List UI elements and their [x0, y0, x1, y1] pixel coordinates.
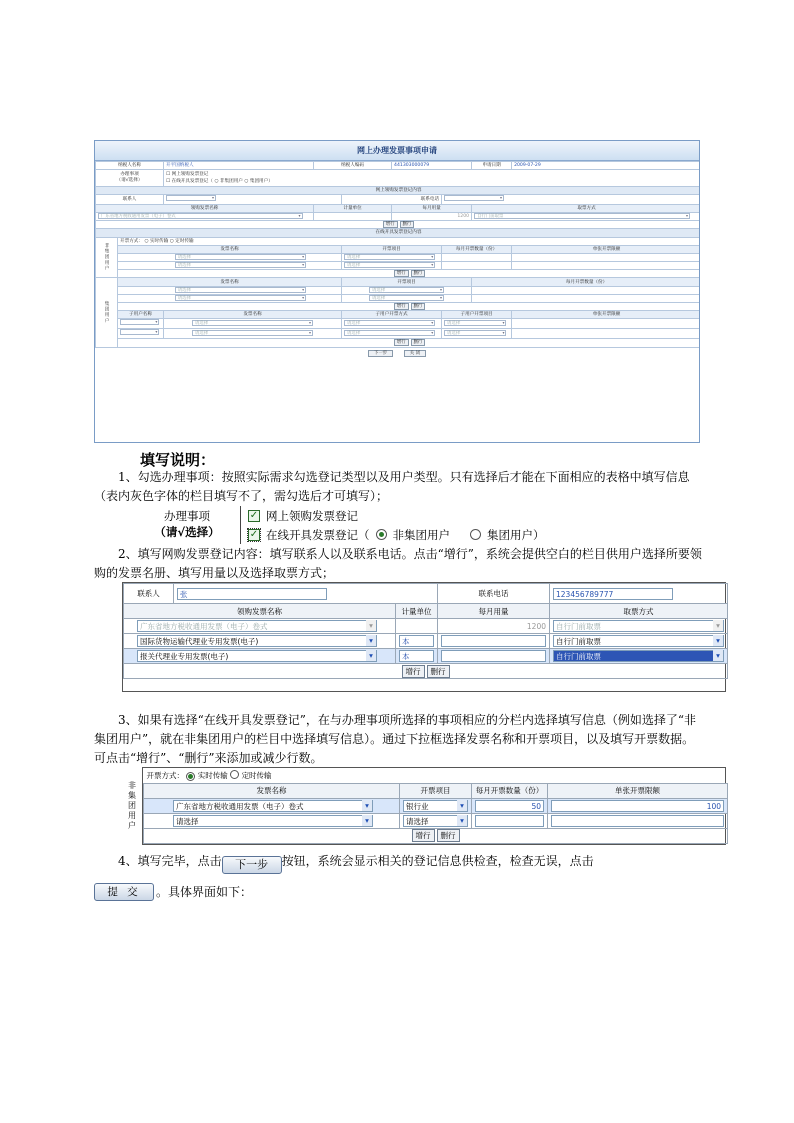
next-step-button-image: 下一步: [222, 856, 282, 874]
add-row-button[interactable]: 增行: [394, 339, 409, 346]
issue-mode-label: 开票方式：: [120, 238, 143, 244]
col-single-max: 单张开票限额: [512, 245, 700, 253]
delete-row-button[interactable]: 删行: [427, 665, 450, 678]
online-section-title: 在线开具发票登记内容: [96, 229, 701, 237]
monthly-input[interactable]: [441, 650, 546, 662]
col-single-max: 单张开票限额: [512, 311, 700, 319]
col-method: 取票方式: [472, 204, 700, 212]
table-row: [96, 319, 701, 329]
col-monthly: 每月用量: [438, 604, 550, 619]
table-row: [124, 619, 728, 634]
table-row: [96, 286, 701, 294]
non-group-radio[interactable]: ○: [214, 179, 219, 185]
single-max-input[interactable]: 100: [551, 800, 724, 812]
non-group-side-label: 非 集 团 用 户: [128, 781, 136, 830]
phone-label: 联系电话: [342, 194, 442, 204]
submit-button-image: 提 交: [94, 883, 154, 901]
purchase-checkbox[interactable]: ✓: [249, 510, 259, 521]
col-month-count: 每月开票数量（份）: [472, 783, 548, 798]
item-select[interactable]: 请选择 ▾: [403, 815, 468, 827]
non-group-label: 非集团用户: [219, 179, 243, 185]
contact-label: 联系人: [96, 194, 164, 204]
table-row: [144, 798, 728, 813]
col-month-count: 每月开票数量（份）: [442, 245, 512, 253]
method-select[interactable]: 自行门前取票 ▾: [553, 635, 724, 647]
col-unit: 计量单位: [396, 604, 438, 619]
col-monthly: 每月用量: [392, 204, 472, 212]
table-row: [96, 212, 701, 220]
delete-row-button[interactable]: 删行: [411, 303, 426, 310]
phone-input[interactable]: [444, 195, 504, 201]
col-single-max: 单张开票限额: [548, 783, 728, 798]
table-row: [96, 294, 701, 302]
apply-date-value: 2009-07-29: [512, 162, 700, 170]
invoice-select[interactable]: 请选择 ▾: [175, 295, 306, 301]
invoice-select[interactable]: 请选择 ▾: [175, 262, 306, 268]
table-row: [144, 813, 728, 828]
group-radio[interactable]: ○: [244, 179, 249, 185]
col-item: 开票项目: [342, 245, 442, 253]
invoice-select[interactable]: 请选择 ▾: [175, 287, 306, 293]
next-step-button[interactable]: 下一步: [368, 350, 393, 357]
instruction-paragraph-1: 1、勾选办理事项：按照实际需求勾选登记类型以及用户类型。只有选择后才能在下面相应的表格中填写信息（表内灰色字体的栏目填写不了，需勾选后才可填写）；: [94, 470, 690, 503]
non-group-side-label: 非集团用户: [96, 237, 118, 278]
month-count-input[interactable]: [475, 815, 544, 827]
invoice-select[interactable]: 请选择 ▾: [173, 815, 373, 827]
item-select[interactable]: 请选择 ▾: [369, 295, 444, 301]
online-checkbox[interactable]: ✓: [249, 529, 259, 540]
snippet-matters-sub-label: （请√选择）: [154, 525, 220, 539]
snippet-non-group-label: 非集团用户: [392, 527, 450, 542]
instruction-paragraph-2: 2、填写网购发票登记内容：填写联系人以及联系电话。点击“增行”，系统会提供空白的栏目供用户选择所要领购的发票名册、填写用量以及选择取票方式；: [94, 547, 702, 580]
method-select[interactable]: 自行门前取票 ▾: [474, 213, 690, 219]
col-sub-mode: 子用户开票方式: [342, 311, 442, 319]
add-row-button[interactable]: 增行: [383, 221, 398, 228]
group-radio[interactable]: [470, 529, 481, 540]
taxpayer-id-label: 纳税人编码: [314, 162, 392, 170]
sub-name-input[interactable]: [120, 329, 159, 335]
contact-input[interactable]: 张: [177, 588, 327, 600]
sub-name-input[interactable]: [120, 319, 159, 325]
table-row: [96, 329, 701, 339]
group-side-label: 集团用户: [96, 278, 118, 347]
invoice-select[interactable]: 广东省地方税收通用发票（电子）卷式 ▾: [173, 800, 373, 812]
monthly-value[interactable]: 1200: [392, 212, 472, 220]
realtime-label: 实时传输: [197, 770, 228, 780]
col-invoice-name: 发票名称: [164, 311, 342, 319]
delete-row-button[interactable]: 删行: [411, 339, 426, 346]
col-unit: 计量单位: [314, 204, 392, 212]
instruction-paragraph-4: 4、填写完毕，点击 下一步 按钮，系统会显示相关的登记信息供检查，检查无误，点击: [94, 852, 706, 874]
item-select[interactable]: 请选择 ▾: [369, 287, 444, 293]
col-item: 开票项目: [400, 783, 472, 798]
online-checkbox[interactable]: ☐: [166, 179, 171, 185]
issue-mode-label: 开票方式：: [146, 770, 184, 780]
col-invoice-name: 发票名称: [118, 278, 342, 286]
snippet-purchase-label: 网上领购发票登记: [266, 508, 358, 523]
item-select[interactable]: 请选择 ▾: [344, 254, 435, 260]
purchase-checkbox[interactable]: ☐: [166, 171, 171, 177]
delete-row-button[interactable]: 删行: [411, 270, 426, 277]
instruction-paragraph-3: 3、如果有选择“在线开具发票登记”，在与办理事项所选择的事项相应的分栏内选择填写信息（例如选择了“非集团用户”，就在非集团用户的栏目中选择填写信息）。通过下拉框选择发票名称和开票项目，以及填写开票数据。可点击“增行”、“删行”来添加或减少行数。: [94, 713, 697, 765]
unit-input[interactable]: 本: [399, 650, 434, 662]
item-select[interactable]: 银行业 ▾: [403, 800, 468, 812]
realtime-label: 实时传输: [149, 238, 169, 244]
sub-item-select[interactable]: 请选择 ▾: [444, 330, 506, 336]
col-method: 取票方式: [550, 604, 728, 619]
form-screenshot: [94, 140, 700, 443]
invoice-select[interactable]: 国际货物运输代理业专用发票(电子) ▾: [137, 635, 377, 647]
col-sub-item: 子用户开票项目: [442, 311, 512, 319]
invoice-select[interactable]: 请选择 ▾: [192, 320, 313, 326]
matters-label: 办理事项: [120, 171, 139, 177]
monthly-input[interactable]: [441, 635, 546, 647]
col-invoice: 领购发票名称: [96, 204, 314, 212]
col-sub-name: 子用户名称: [118, 311, 164, 319]
contact-input[interactable]: [166, 195, 216, 201]
table-row: [96, 253, 701, 261]
taxpayer-name-value: 开平国纳税人: [164, 162, 314, 170]
table-row: [124, 649, 728, 664]
matters-snippet: [140, 506, 620, 546]
taxpayer-id-value: 441303000079: [392, 162, 472, 170]
unit-value: [396, 619, 438, 634]
col-invoice-name: 发票名称: [118, 245, 342, 253]
col-invoice-name: 发票名称: [144, 783, 400, 798]
purchase-option-label: 网上领购发票登记: [171, 171, 209, 177]
close-button[interactable]: 关 闭: [404, 350, 426, 357]
method-select[interactable]: 自行门前取票 ▾: [553, 650, 724, 662]
taxpayer-name-label: 纳税人名称: [96, 162, 164, 170]
add-row-button[interactable]: 增行: [402, 665, 425, 678]
invoice-select[interactable]: 广东省地方税收通用发票（电子）卷式 ▾: [98, 213, 303, 219]
method-select[interactable]: 自行门前取票 ▾: [553, 620, 724, 632]
matters-sub-label: （请√选择）: [116, 177, 143, 183]
add-row-button[interactable]: 增行: [394, 270, 409, 277]
monthly-value[interactable]: 1200: [438, 619, 550, 634]
timed-label: 定时传输: [175, 238, 194, 244]
sub-mode-select[interactable]: 请选择 ▾: [344, 320, 435, 326]
invoice-select[interactable]: 报关代理业专用发票(电子) ▾: [137, 650, 377, 662]
timed-label: 定时传输: [241, 770, 272, 780]
invoice-select[interactable]: 广东省地方税收通用发票（电子）卷式 ▾: [137, 620, 377, 632]
invoice-select[interactable]: 请选择 ▾: [192, 330, 313, 336]
delete-row-button[interactable]: 删行: [400, 221, 415, 228]
apply-date-label: 申请日期: [472, 162, 512, 170]
invoice-select[interactable]: 请选择 ▾: [175, 254, 306, 260]
unit-input[interactable]: 本: [399, 635, 434, 647]
snippet-online-label: 在线开具发票登记（: [266, 527, 370, 542]
snippet-matters-label: 办理事项: [164, 509, 210, 523]
snippet-group-label: 集团用户）: [487, 527, 545, 542]
online-snippet: [122, 767, 726, 845]
online-option-label: 在线开具发票登记（: [171, 179, 213, 185]
add-row-button[interactable]: 增行: [394, 303, 409, 310]
table-row: [124, 634, 728, 649]
contact-label: 联系人: [124, 584, 174, 604]
sub-mode-select[interactable]: 请选择 ▾: [344, 330, 435, 336]
phone-label: 联系电话: [438, 584, 550, 604]
timed-radio[interactable]: [230, 770, 239, 779]
sub-item-select[interactable]: 请选择 ▾: [444, 320, 506, 326]
table-row: [96, 262, 701, 270]
instructions-heading: 填写说明：: [140, 451, 216, 469]
group-label: 集团用户）: [249, 179, 273, 185]
form-title: 网上办理发票事项申请: [95, 141, 699, 161]
delete-row-button[interactable]: 删行: [437, 829, 460, 842]
form-table: 纳税人名称 开平国纳税人 纳税人编码 441303000079 申请日期 2009-07-29 办理事项 （请√选择） ☐ 网上领购发票登记 ☐ 在线开具发票登记（ ○ 非集团用户 ○ 集团用户） 网上领购发票登记内容 联系人 ▾ 联系电话 ▾ 领购发票名称 计量单位 每月用量 取票方式 广东省地方税收通用发票（电子）卷式 ▾ 1200 自行门前取票 ▾ 增行 删行 在线开具发票登记内容 非集团用户 开票方式： ○ 实时传输 ○ 定时传输 发票名称 开票项目 每月开票数量（份） 单张开票限额 请选择 ▾ 请选择 ▾ 请选择 ▾ 请选择 ▾ 增行 删行 集团用户 发票名称 开票项目 每月开票数量（份） 请选择 ▾ 请选择 ▾ 请选择 ▾ 请选择 ▾ 增行 删行 子用户名称 发票名称 子用户开票方式 子用户开票项目 单张开票限额 ▾ 请选择 ▾ 请选择 ▾ 请选择 ▾ ▾ 请选择 ▾ 请选择 ▾ 请选择 ▾ 增行 删行: [95, 161, 700, 348]
col-invoice: 领购发票名称: [124, 604, 396, 619]
item-select[interactable]: 请选择 ▾: [344, 262, 435, 268]
col-month-count: 每月开票数量（份）: [472, 278, 700, 286]
single-max-input[interactable]: [551, 815, 724, 827]
purchase-section-title: 网上领购发票登记内容: [96, 186, 701, 194]
month-count-input[interactable]: 50: [475, 800, 544, 812]
phone-input[interactable]: 123456789777: [553, 588, 673, 600]
instruction-paragraph-4-end: 。具体界面如下：: [156, 885, 253, 899]
col-item: 开票项目: [342, 278, 472, 286]
non-group-radio[interactable]: [376, 529, 387, 540]
realtime-radio[interactable]: [186, 772, 195, 781]
add-row-button[interactable]: 增行: [412, 829, 435, 842]
purchase-snippet: [122, 582, 726, 692]
